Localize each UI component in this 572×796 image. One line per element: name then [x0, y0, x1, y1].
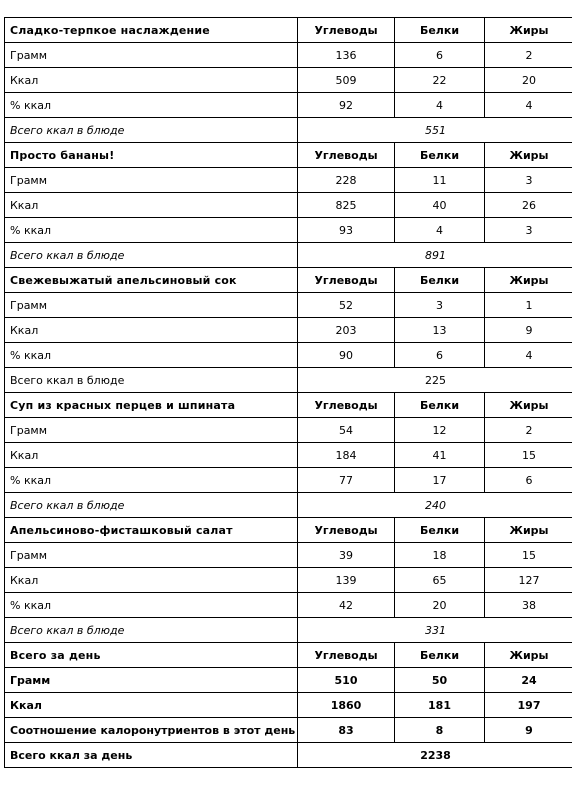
section-header-row	[5, 18, 572, 43]
cell-value: 825	[298, 193, 395, 218]
cell-value: 65	[395, 568, 485, 593]
cell-value: 9	[485, 318, 572, 343]
column-header: Белки	[395, 643, 485, 668]
cell-value: 20	[395, 593, 485, 618]
table-row	[5, 93, 572, 118]
row-label: Грамм	[5, 418, 298, 443]
cell-value: 3	[485, 218, 572, 243]
total-label: Всего ккал в блюде	[5, 243, 298, 268]
total-value: 240	[298, 493, 572, 518]
table-row	[5, 443, 572, 468]
section-title: Всего за день	[5, 643, 298, 668]
cell-value: 4	[395, 218, 485, 243]
table-row	[5, 168, 572, 193]
cell-value: 93	[298, 218, 395, 243]
row-label: Грамм	[5, 293, 298, 318]
total-value: 331	[298, 618, 572, 643]
cell-value: 15	[485, 543, 572, 568]
cell-value: 9	[485, 718, 572, 743]
cell-value: 83	[298, 718, 395, 743]
table-row	[5, 68, 572, 93]
cell-value: 41	[395, 443, 485, 468]
column-header: Жиры	[485, 18, 572, 43]
cell-value: 6	[485, 468, 572, 493]
cell-value: 39	[298, 543, 395, 568]
cell-value: 17	[395, 468, 485, 493]
section-header-row	[5, 393, 572, 418]
column-header: Белки	[395, 393, 485, 418]
cell-value: 1860	[298, 693, 395, 718]
row-label: Грамм	[5, 43, 298, 68]
row-label: Ккал	[5, 693, 298, 718]
total-value: 2238	[298, 743, 572, 768]
cell-value: 40	[395, 193, 485, 218]
column-header: Углеводы	[298, 268, 395, 293]
total-value: 551	[298, 118, 572, 143]
table-row	[5, 343, 572, 368]
table-row	[5, 43, 572, 68]
row-label: Соотношение калоронутриентов в этот день	[5, 718, 298, 743]
section-header-row	[5, 643, 572, 668]
column-header: Углеводы	[298, 143, 395, 168]
total-value: 225	[298, 368, 572, 393]
total-row	[5, 118, 572, 143]
column-header: Углеводы	[298, 518, 395, 543]
table-row	[5, 693, 572, 718]
cell-value: 510	[298, 668, 395, 693]
table-row	[5, 543, 572, 568]
table-row	[5, 318, 572, 343]
table-row	[5, 218, 572, 243]
column-header: Жиры	[485, 518, 572, 543]
section-header-row	[5, 518, 572, 543]
cell-value: 6	[395, 343, 485, 368]
total-row	[5, 493, 572, 518]
row-label: Ккал	[5, 193, 298, 218]
cell-value: 77	[298, 468, 395, 493]
total-row	[5, 618, 572, 643]
section-header-row	[5, 268, 572, 293]
row-label: Ккал	[5, 568, 298, 593]
cell-value: 181	[395, 693, 485, 718]
cell-value: 24	[485, 668, 572, 693]
cell-value: 136	[298, 43, 395, 68]
column-header: Жиры	[485, 643, 572, 668]
row-label: Грамм	[5, 168, 298, 193]
total-label: Всего ккал в блюде	[5, 618, 298, 643]
column-header: Углеводы	[298, 18, 395, 43]
column-header: Белки	[395, 268, 485, 293]
cell-value: 50	[395, 668, 485, 693]
column-header: Углеводы	[298, 643, 395, 668]
cell-value: 12	[395, 418, 485, 443]
cell-value: 509	[298, 68, 395, 93]
nutrition-page	[4, 17, 566, 768]
cell-value: 2	[485, 43, 572, 68]
cell-value: 92	[298, 93, 395, 118]
cell-value: 11	[395, 168, 485, 193]
table-row	[5, 293, 572, 318]
cell-value: 54	[298, 418, 395, 443]
total-row	[5, 743, 572, 768]
column-header: Жиры	[485, 268, 572, 293]
cell-value: 197	[485, 693, 572, 718]
cell-value: 3	[395, 293, 485, 318]
cell-value: 8	[395, 718, 485, 743]
cell-value: 139	[298, 568, 395, 593]
column-header: Жиры	[485, 393, 572, 418]
nutrition-table-body	[5, 18, 572, 768]
total-label: Всего ккал в блюде	[5, 368, 298, 393]
table-row	[5, 418, 572, 443]
cell-value: 15	[485, 443, 572, 468]
row-label: Грамм	[5, 668, 298, 693]
row-label: Ккал	[5, 318, 298, 343]
cell-value: 4	[395, 93, 485, 118]
section-title: Апельсиново-фисташковый салат	[5, 518, 298, 543]
section-title: Свежевыжатый апельсиновый сок	[5, 268, 298, 293]
total-row	[5, 368, 572, 393]
cell-value: 203	[298, 318, 395, 343]
cell-value: 38	[485, 593, 572, 618]
section-header-row	[5, 143, 572, 168]
cell-value: 13	[395, 318, 485, 343]
row-label: Ккал	[5, 68, 298, 93]
cell-value: 228	[298, 168, 395, 193]
row-label: % ккал	[5, 218, 298, 243]
cell-value: 2	[485, 418, 572, 443]
row-label: % ккал	[5, 593, 298, 618]
section-title: Сладко-терпкое наслаждение	[5, 18, 298, 43]
section-title: Просто бананы!	[5, 143, 298, 168]
row-label: Грамм	[5, 543, 298, 568]
cell-value: 22	[395, 68, 485, 93]
cell-value: 20	[485, 68, 572, 93]
cell-value: 52	[298, 293, 395, 318]
cell-value: 26	[485, 193, 572, 218]
column-header: Белки	[395, 143, 485, 168]
nutrition-table	[4, 17, 572, 768]
cell-value: 6	[395, 43, 485, 68]
total-label: Всего ккал в блюде	[5, 493, 298, 518]
cell-value: 4	[485, 93, 572, 118]
total-row	[5, 243, 572, 268]
cell-value: 127	[485, 568, 572, 593]
column-header: Белки	[395, 518, 485, 543]
cell-value: 184	[298, 443, 395, 468]
cell-value: 90	[298, 343, 395, 368]
total-label: Всего ккал за день	[5, 743, 298, 768]
row-label: % ккал	[5, 343, 298, 368]
total-value: 891	[298, 243, 572, 268]
table-row	[5, 468, 572, 493]
table-row	[5, 568, 572, 593]
table-row	[5, 193, 572, 218]
cell-value: 18	[395, 543, 485, 568]
table-row	[5, 593, 572, 618]
table-row	[5, 718, 572, 743]
total-label: Всего ккал в блюде	[5, 118, 298, 143]
cell-value: 3	[485, 168, 572, 193]
row-label: Ккал	[5, 443, 298, 468]
row-label: % ккал	[5, 93, 298, 118]
table-row	[5, 668, 572, 693]
row-label: % ккал	[5, 468, 298, 493]
cell-value: 4	[485, 343, 572, 368]
cell-value: 1	[485, 293, 572, 318]
column-header: Белки	[395, 18, 485, 43]
column-header: Углеводы	[298, 393, 395, 418]
cell-value: 42	[298, 593, 395, 618]
column-header: Жиры	[485, 143, 572, 168]
section-title: Суп из красных перцев и шпината	[5, 393, 298, 418]
